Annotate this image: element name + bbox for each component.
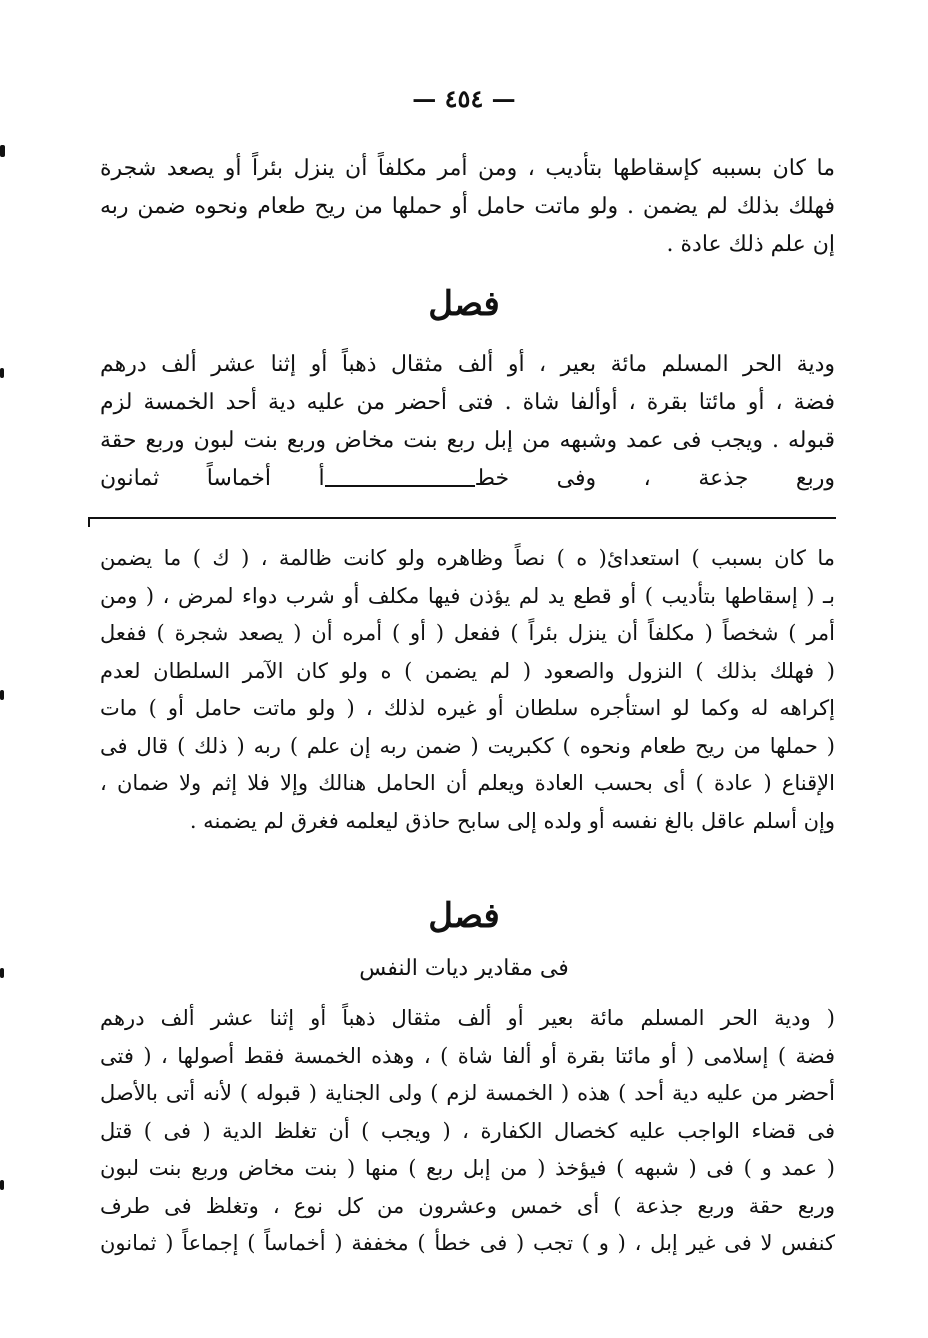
- scan-mark: [0, 368, 4, 378]
- text-line: ( عمد و ) فى ( شبهه ) فيؤخذ ( من إبل ربع ) منها ( بنت مخاض وربع بنت لبون: [100, 1156, 835, 1180]
- scan-mark: [0, 690, 4, 700]
- text-line: كنفس لا فى غير إبل ، ( و ) تجب ( فى خطأ ) مخففة ( أخماساً ) إجماعاً ( ثمانون: [100, 1231, 835, 1255]
- text-line: فضة ) إسلامى ( أو مائتا بقرة أو ألفا شاة ) ، وهذه الخمسة فقط أصولها ، ( فتى: [100, 1043, 835, 1068]
- section-subheading: فى مقادير ديات النفس: [359, 956, 569, 981]
- text-line: الإقناع ( عادة ) أى بحسب العادة ويعلم أن الحامل هنالك وإلا فلا إثم ولا ضمان ،: [100, 771, 835, 795]
- text-line: قبوله . ويجب فى عمد وشبهه من إبل ربع بنت مخاض وربع بنت لبون وربع حقة: [100, 428, 835, 453]
- text-line: أمر ) شخصاً ( مكلفاً أن ينزل بئراً ) ففعل ( أو ) أمره أن ( يصعد شجرة ) ففعل: [100, 621, 835, 645]
- text-line: إكراهه له وكما لو استأجره سلطان أو غيره لذلك ، ( ولو ماتت حامل أو ) مات: [100, 696, 835, 720]
- text-line: وإن أسلم عاقل بالغ نفسه أو ولده إلى سابح حاذق ليعلمه فغرق لم يضمنه .: [189, 808, 835, 833]
- text-segment: وربع جذعة ، وفى خط: [474, 466, 835, 491]
- section-heading: فصل: [428, 896, 500, 936]
- text-line: إن علم ذلك عادة .: [666, 232, 835, 257]
- commentary-text: [100, 540, 835, 840]
- text-line: بـ ( إسقاطها بتأديب ) أو قطع يد لم يؤذن فيها مكلف أو شرب دواء لمرض ، ( ومن: [100, 583, 835, 608]
- text-line: فضة ، أو مائتا بقرة ، أوألفا شاة . فتى أحضر من عليه دية أحد الخمسة لزم: [100, 390, 835, 415]
- text-line: أحضر من عليه دية أحد ) هذه ( الخمسة لزم ) ولى الجناية ( قبوله ) لأنه أتى بالأصل: [100, 1081, 835, 1105]
- separator-tick: [88, 517, 90, 527]
- top-text: [100, 150, 835, 264]
- commentary-text: [100, 1000, 835, 1263]
- text-line: ما كان بسببه كإسقاطها بتأديب ، ومن أمر مكلفاً أن ينزل بئراً أو يصعد شجرة: [100, 156, 835, 181]
- text-line: ودية الحر المسلم مائة بعير ، أو ألف مثقال ذهباً أو إثنا عشر ألف درهم: [100, 352, 835, 377]
- text-line: ( فهلك بذلك ) النزول والصعود ( لم يضمن ) ه ولو كان الآمر السلطان لعدم: [100, 658, 835, 683]
- text-line-with-gap: [100, 460, 835, 498]
- text-gap: [325, 471, 475, 487]
- section-text: [100, 346, 835, 498]
- scan-mark: [0, 1180, 4, 1190]
- text-segment: أ أخماساً ثمانون: [100, 466, 325, 491]
- page-number: — ٤٥٤ —: [412, 84, 516, 113]
- text-line: ( حملها من ريح طعام ونحوه ) ككبريت ( ضمن ربه إن علم ) ربه ( ذلك ) قال فى: [100, 733, 835, 758]
- scan-mark: [0, 145, 5, 157]
- text-line: فهلك بذلك لم يضمن . ولو ماتت حامل أو حملها من ريح طعام ونحوه ضمن ربه: [100, 194, 835, 219]
- text-line: فى قضاء الواجب عليه كخصال الكفارة ، ( ويجب ) أن تغلظ الدية ( فى ) قتل: [100, 1118, 835, 1143]
- scan-mark: [0, 968, 4, 978]
- text-line: ( ودية الحر المسلم مائة بعير أو ألف مثقال ذهباً أو إثنا عشر ألف درهم: [100, 1006, 835, 1030]
- separator-rule: [88, 517, 836, 519]
- text-line: ما كان بسبب ) استعدائ( ه ) نصاً وظاهره ولو كانت ظالمة ، ( ك ) ما يضمن: [100, 546, 835, 570]
- section-heading: فصل: [428, 284, 500, 324]
- text-line: وربع حقة وربع جذعة ) أى خمس وعشرون من كل نوع ، وتغلظ فى طرف: [100, 1193, 835, 1218]
